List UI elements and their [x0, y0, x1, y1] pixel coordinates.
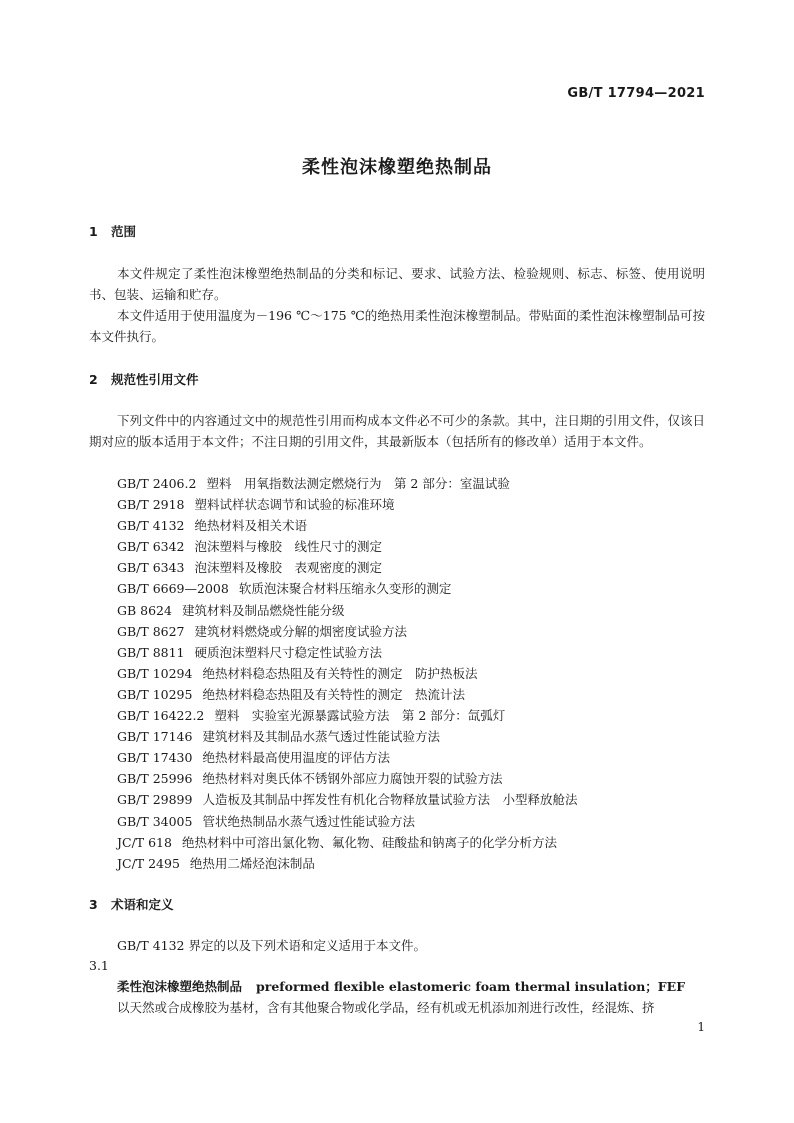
reference-item — [117, 536, 577, 557]
reference-code: GB/T 34005 — [117, 813, 193, 829]
document-title: 柔性泡沫橡塑绝热制品 — [302, 157, 492, 178]
section-title: 范围 — [111, 224, 137, 239]
reference-title: 绝热材料最高使用温度的评估方法 — [202, 750, 390, 766]
section-title: 规范性引用文件 — [111, 372, 199, 387]
term-chinese: 柔性泡沫橡塑绝热制品 — [117, 979, 243, 994]
reference-item — [117, 600, 577, 621]
section-1-heading — [89, 222, 136, 240]
reference-code: GB/T 6669—2008 — [117, 581, 229, 597]
reference-code: GB/T 16422.2 — [117, 708, 205, 724]
reference-code: GB/T 8811 — [117, 644, 185, 660]
normative-references-list — [117, 473, 577, 874]
page-number: 1 — [697, 1020, 705, 1034]
section-2-heading — [89, 370, 199, 388]
reference-item — [117, 663, 577, 684]
reference-code: GB/T 29899 — [117, 792, 193, 808]
paragraph: 本文件适用于使用温度为－196 ℃～175 ℃的绝热用柔性泡沫橡塑制品。带贴面的柔性泡沫橡塑制品可按本文件执行。 — [89, 308, 705, 344]
reference-item — [117, 747, 577, 768]
reference-title: 塑料 用氧指数法测定燃烧行为 第 2 部分：室温试验 — [206, 476, 510, 491]
section-number: 1 — [89, 224, 98, 239]
reference-item — [117, 684, 577, 705]
reference-code: GB/T 17430 — [117, 750, 193, 766]
reference-title: 绝热用二烯烃泡沫制品 — [189, 855, 315, 871]
reference-code: JC/T 2495 — [117, 855, 180, 871]
paragraph: 本文件规定了柔性泡沫橡塑绝热制品的分类和标记、要求、试验方法、检验规则、标志、标签、使用说明书、包装、运输和贮存。 — [89, 266, 705, 302]
reference-title: 塑料 实验室光源暴露试验方法 第 2 部分：氙弧灯 — [214, 708, 506, 724]
reference-code: GB/T 10294 — [117, 665, 193, 681]
reference-item — [117, 515, 577, 536]
term-english: preformed flexible elastomeric foam thermal insulation；FEF — [256, 979, 686, 994]
reference-code: GB/T 6342 — [117, 539, 185, 555]
reference-item — [117, 578, 577, 599]
reference-code: GB/T 17146 — [117, 729, 193, 745]
section-3-heading — [89, 895, 174, 913]
reference-code: GB/T 6343 — [117, 560, 185, 576]
reference-code: GB/T 25996 — [117, 771, 193, 787]
reference-title: 人造板及其制品中挥发性有机化合物释放量试验方法 小型释放舱法 — [202, 792, 578, 808]
paragraph: 下列文件中的内容通过文中的规范性引用而构成本文件必不可少的条款。其中，注日期的引用文件，仅该日期对应的版本适用于本文件；不注日期的引用文件，其最新版本（包括所有的修改单）适用于本文件。 — [89, 413, 705, 449]
term-number: 3.1 — [89, 958, 109, 973]
reference-title: 绝热材料及相关术语 — [194, 518, 308, 534]
reference-title: 硬质泡沫塑料尺寸稳定性试验方法 — [194, 644, 383, 660]
reference-title: 建筑材料及其制品水蒸气透过性能试验方法 — [202, 729, 440, 745]
reference-item — [117, 789, 577, 810]
reference-code: GB/T 2406.2 — [117, 476, 197, 491]
reference-code: GB/T 2918 — [117, 497, 185, 513]
reference-title: 建筑材料燃烧或分解的烟密度试验方法 — [194, 623, 408, 639]
reference-title: 软质泡沫聚合材料压缩永久变形的测定 — [238, 581, 452, 597]
reference-code: JC/T 618 — [117, 834, 172, 850]
reference-title: 管状绝热制品水蒸气透过性能试验方法 — [202, 813, 415, 829]
section-number: 3 — [89, 897, 98, 912]
reference-code: GB/T 4132 — [117, 518, 185, 534]
reference-title: 泡沫塑料与橡胶 线性尺寸的测定 — [194, 539, 383, 555]
reference-item — [117, 832, 577, 853]
reference-item — [117, 768, 577, 789]
section-number: 2 — [89, 372, 98, 387]
reference-code: GB/T 8627 — [117, 623, 185, 639]
reference-title: 绝热材料稳态热阻及有关特性的测定 防护热板法 — [202, 665, 478, 681]
reference-item — [117, 621, 577, 642]
standard-code: GB/T 17794—2021 — [567, 86, 705, 101]
reference-code: GB 8624 — [117, 602, 172, 618]
reference-item — [117, 853, 577, 874]
reference-item — [117, 494, 577, 515]
reference-title: 绝热材料稳态热阻及有关特性的测定 热流计法 — [202, 686, 465, 702]
paragraph: GB/T 4132 界定的以及下列术语和定义适用于本文件。 — [117, 938, 426, 953]
section-title: 术语和定义 — [111, 897, 174, 912]
reference-item — [117, 557, 577, 578]
reference-title: 塑料试样状态调节和试验的标准环境 — [194, 497, 395, 513]
term-entry — [117, 976, 685, 997]
reference-item — [117, 726, 577, 747]
reference-item — [117, 811, 577, 832]
reference-item — [117, 705, 577, 726]
term-definition: 以天然或合成橡胶为基材，含有其他聚合物或化学品，经有机或无机添加剂进行改性，经混炼、挤 — [117, 1000, 655, 1015]
reference-code: GB/T 10295 — [117, 686, 193, 702]
reference-item — [117, 642, 577, 663]
reference-title: 绝热材料中可溶出氯化物、氟化物、硅酸盐和钠离子的化学分析方法 — [181, 834, 557, 850]
reference-title: 建筑材料及制品燃烧性能分级 — [181, 602, 345, 618]
reference-title: 泡沫塑料及橡胶 表观密度的测定 — [194, 560, 383, 576]
reference-title: 绝热材料对奥氏体不锈钢外部应力腐蚀开裂的试验方法 — [202, 771, 503, 787]
reference-item — [117, 473, 577, 494]
